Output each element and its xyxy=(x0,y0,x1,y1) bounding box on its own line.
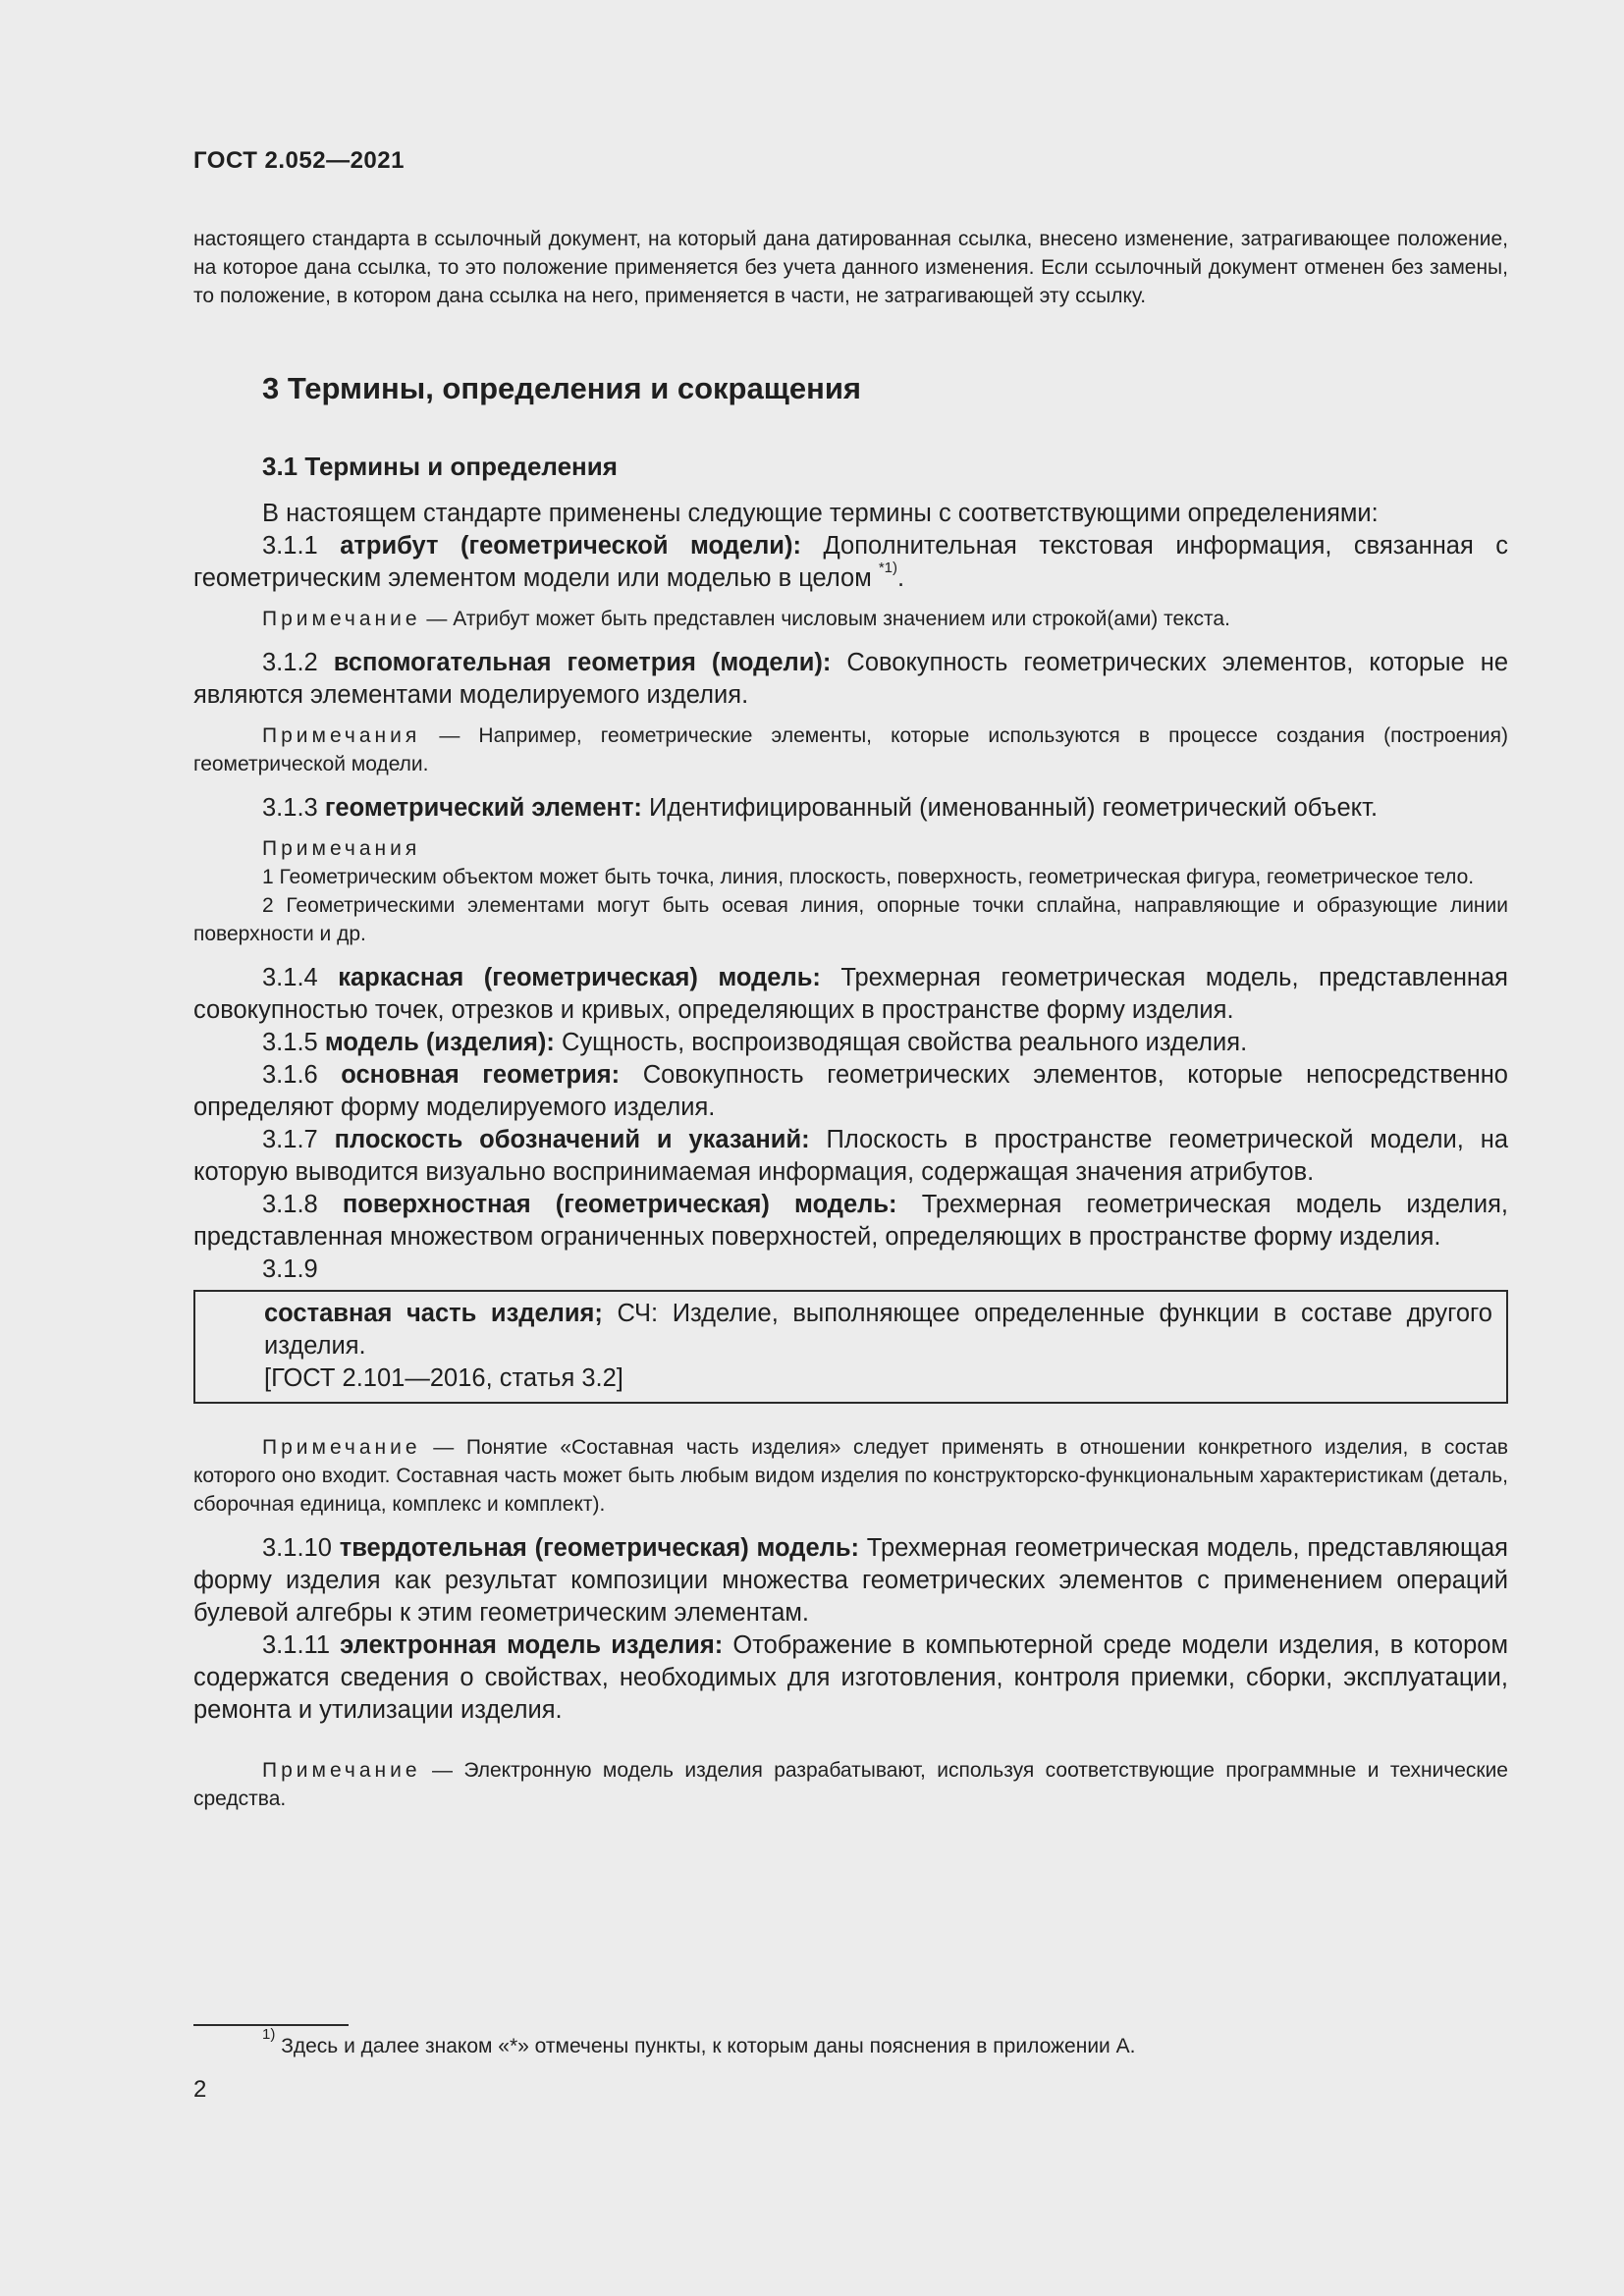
term-name: каркасная (геометрическая) модель: xyxy=(338,964,821,991)
term-number: 3.1.3 xyxy=(262,794,318,822)
note-text: — Атрибут может быть представлен числовым значением или строкой(ами) текста. xyxy=(426,608,1230,630)
footnote xyxy=(262,2026,1508,2060)
note-3-1-11 xyxy=(193,1756,1508,1813)
note-3-1-3-label: Примечания xyxy=(262,837,421,860)
term-name: твердотельная (геометрическая) модель: xyxy=(339,1534,859,1562)
term-3-1-2 xyxy=(193,647,1508,712)
section-title: 3 Термины, определения и сокращения xyxy=(262,371,861,405)
term-definition: Трехмерная геометрическая модель, представляющая форму изделия как результат композиции множества геометрических элементов с применением операций булевой алгебры к этим геометрическим элементам. xyxy=(193,1534,1508,1627)
term-name: модель (изделия): xyxy=(324,1029,555,1056)
term-3-1-6 xyxy=(193,1059,1508,1124)
term-3-1-5 xyxy=(193,1027,1508,1059)
term-number: 3.1.10 xyxy=(262,1534,332,1562)
term-name: составная часть изделия; xyxy=(264,1300,603,1327)
footnote-number: 1) xyxy=(262,2026,276,2043)
term-name: атрибут (геометрической модели): xyxy=(340,532,801,560)
note-3-1-9 xyxy=(193,1433,1508,1519)
term-3-1-9 xyxy=(264,1298,1492,1362)
term-3-1-10 xyxy=(193,1532,1508,1629)
term-number: 3.1.8 xyxy=(262,1191,318,1218)
term-name: основная геометрия: xyxy=(341,1061,621,1089)
document-header: ГОСТ 2.052—2021 xyxy=(193,147,405,174)
note-text: — Понятие «Составная часть изделия» следует применять в отношении конкретного изделия, в состав которого оно входит. Составная часть может быть любым видом изделия по конструкторско-функциональным характеристикам (деталь, сборочная единица, комплекс и комплект). xyxy=(193,1436,1508,1516)
term-number: 3.1.7 xyxy=(262,1126,318,1153)
term-name: электронная модель изделия: xyxy=(340,1631,724,1659)
term-name: геометрический элемент: xyxy=(324,794,642,822)
term-definition: Совокупность геометрических элементов, которые не являются элементами моделируемого изделия. xyxy=(193,649,1508,709)
term-definition: Трехмерная геометрическая модель, представленная совокупностью точек, отрезков и кривых, определяющих в пространстве форму изделия. xyxy=(193,964,1508,1024)
term-number: 3.1.4 xyxy=(262,964,318,991)
footnote-marker: *1) xyxy=(878,560,898,576)
term-definition: Дополнительная текстовая информация, связанная с геометрическим элементом модели или моделью в целом xyxy=(193,532,1509,592)
term-3-1-11 xyxy=(193,1629,1508,1727)
term-end: . xyxy=(897,564,905,592)
term-definition: Сущность, воспроизводящая свойства реального изделия. xyxy=(561,1029,1248,1056)
term-name: поверхностная (геометрическая) модель: xyxy=(342,1191,897,1218)
term-number: 3.1.6 xyxy=(262,1061,318,1089)
term-source: [ГОСТ 2.101—2016, статья 3.2] xyxy=(264,1364,623,1392)
term-definition: Плоскость в пространстве геометрической модели, на которую выводится визуально воспринимаемая информация, содержащая значения атрибутов. xyxy=(193,1126,1508,1186)
term-3-1-8 xyxy=(193,1189,1508,1254)
page-number: 2 xyxy=(193,2076,207,2103)
term-number-3-1-9: 3.1.9 xyxy=(262,1255,318,1283)
term-definition: Идентифицированный (именованный) геометрический объект. xyxy=(649,794,1379,822)
term-definition: Совокупность геометрических элементов, которые непосредственно определяют форму моделируемого изделия. xyxy=(193,1061,1508,1121)
note-label: Примечание xyxy=(262,1436,421,1459)
note-3-1-3-item-2: 2 Геометрическими элементами могут быть осевая линия, опорные точки сплайна, направляющие и образующие линии поверхности и др. xyxy=(193,894,1508,945)
term-3-1-4 xyxy=(193,962,1508,1027)
term-definition: СЧ: Изделие, выполняющее определенные функции в составе другого изделия. xyxy=(264,1300,1492,1360)
term-number: 3.1.2 xyxy=(262,649,318,676)
footnote-text: Здесь и далее знаком «*» отмечены пункты, к которым даны пояснения в приложении А. xyxy=(281,2035,1136,2057)
note-text: — Например, геометрические элементы, которые используются в процессе создания (построения) геометрической модели. xyxy=(193,724,1508,775)
lead-paragraph: В настоящем стандарте применены следующие термины с соответствующими определениями: xyxy=(262,500,1379,527)
term-3-1-7 xyxy=(193,1124,1508,1189)
page-content xyxy=(193,225,1508,1813)
term-name: вспомогательная геометрия (модели): xyxy=(333,649,832,676)
term-number: 3.1.11 xyxy=(262,1631,331,1659)
subsection-title: 3.1 Термины и определения xyxy=(262,452,618,481)
note-label: Примечание xyxy=(262,1759,421,1782)
term-3-1-1 xyxy=(193,530,1508,595)
note-3-1-3-item-1: 1 Геометрическим объектом может быть точка, линия, плоскость, поверхность, геометрическая фигура, геометрическое тело. xyxy=(262,866,1475,888)
term-3-1-3 xyxy=(193,792,1508,825)
term-definition: Отображение в компьютерной среде модели изделия, в котором содержатся сведения о свойствах, необходимых для изготовления, контроля приемки, сборки, эксплуатации, ремонта и утилизации изделия. xyxy=(193,1631,1508,1724)
note-text: — Электронную модель изделия разрабатывают, используя соответствующие программные и технические средства. xyxy=(193,1759,1508,1810)
term-definition: Трехмерная геометрическая модель изделия, представленная множеством ограниченных поверхностей, определяющих в пространстве форму изделия. xyxy=(193,1191,1508,1251)
term-number: 3.1.1 xyxy=(262,532,318,560)
term-number: 3.1.5 xyxy=(262,1029,318,1056)
intro-paragraph: настоящего стандарта в ссылочный документ, на который дана датированная ссылка, внесено изменение, затрагивающее положение, на которое дана ссылка, то это положение применяется без учета данного изменения. Если ссылочный документ отменен без замены, то положение, в котором дана ссылка на него, применяется в части, не затрагивающей эту ссылку. xyxy=(193,228,1508,307)
note-3-1-1 xyxy=(193,605,1508,633)
note-label: Примечания xyxy=(262,724,421,747)
term-name: плоскость обозначений и указаний: xyxy=(334,1126,810,1153)
note-3-1-2 xyxy=(193,721,1508,778)
quoted-term-box xyxy=(193,1290,1508,1404)
note-label: Примечание xyxy=(262,608,421,630)
